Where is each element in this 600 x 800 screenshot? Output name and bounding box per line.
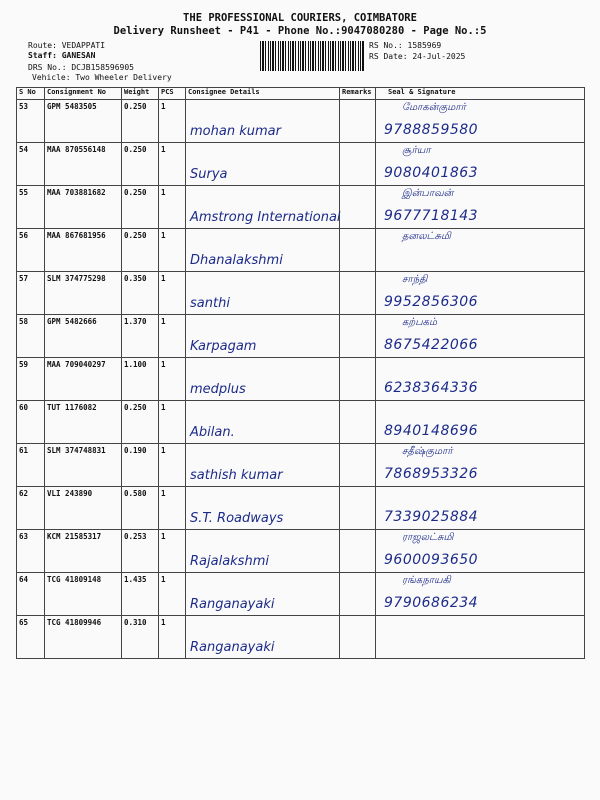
- consignment-number: MAA 709040297: [45, 358, 122, 401]
- serial-number: 59: [17, 358, 45, 401]
- consignment-number: TCG 41809148: [45, 573, 122, 616]
- table-row: [17, 487, 585, 530]
- consignment-number: SLM 374748831: [45, 444, 122, 487]
- serial-number: 65: [17, 616, 45, 659]
- consignment-number: SLM 374775298: [45, 272, 122, 315]
- col-pcs: PCS: [159, 88, 186, 100]
- remarks-cell: [340, 100, 376, 143]
- table-row: [17, 272, 585, 315]
- handwritten-phone: 9952856306: [384, 294, 479, 310]
- handwritten-signature: சூர்யா: [402, 145, 431, 156]
- consignment-number: GPM 5483505: [45, 100, 122, 143]
- handwritten-phone: 7868953326: [384, 466, 479, 482]
- handwritten-consignee-name: Abilan.: [190, 425, 235, 440]
- weight-value: 0.250: [122, 100, 159, 143]
- serial-number: 56: [17, 229, 45, 272]
- col-consignee: Consignee Details: [186, 88, 340, 100]
- pcs-value: 1: [159, 186, 186, 229]
- handwritten-phone: 9080401863: [384, 165, 479, 181]
- signature-cell: [376, 530, 585, 573]
- weight-value: 0.580: [122, 487, 159, 530]
- serial-number: 58: [17, 315, 45, 358]
- consignment-number: TUT 1176082: [45, 401, 122, 444]
- handwritten-signature: மோகன்குமார்: [402, 102, 466, 113]
- consignment-number: VLI 243890: [45, 487, 122, 530]
- handwritten-consignee-name: santhi: [190, 296, 230, 311]
- serial-number: 54: [17, 143, 45, 186]
- consignee-cell: [186, 487, 340, 530]
- signature-cell: [376, 272, 585, 315]
- pcs-value: 1: [159, 315, 186, 358]
- signature-cell: [376, 358, 585, 401]
- col-sno: S No: [17, 88, 45, 100]
- signature-cell: [376, 143, 585, 186]
- consignment-number: GPM 5482666: [45, 315, 122, 358]
- consignee-cell: [186, 100, 340, 143]
- weight-value: 0.310: [122, 616, 159, 659]
- remarks-cell: [340, 315, 376, 358]
- table-row: [17, 315, 585, 358]
- table-row: [17, 573, 585, 616]
- drs-label: DRS No.: DCJB158596905: [28, 63, 134, 72]
- handwritten-consignee-name: Ranganayaki: [190, 597, 275, 612]
- consignee-cell: [186, 272, 340, 315]
- table-row: [17, 229, 585, 272]
- weight-value: 0.190: [122, 444, 159, 487]
- consignment-number: KCM 21585317: [45, 530, 122, 573]
- handwritten-signature: ரங்கநாயகி: [402, 575, 451, 586]
- handwritten-phone: 9600093650: [384, 552, 479, 568]
- signature-cell: [376, 573, 585, 616]
- remarks-cell: [340, 573, 376, 616]
- handwritten-phone: 8675422066: [384, 337, 479, 353]
- handwritten-consignee-name: medplus: [190, 382, 246, 397]
- handwritten-consignee-name: mohan kumar: [190, 124, 281, 139]
- consignee-cell: [186, 573, 340, 616]
- weight-value: 0.253: [122, 530, 159, 573]
- signature-cell: [376, 229, 585, 272]
- table-row: [17, 186, 585, 229]
- handwritten-phone: 9677718143: [384, 208, 479, 224]
- handwritten-signature: சதீஷ்குமார்: [402, 446, 453, 457]
- signature-cell: [376, 186, 585, 229]
- pcs-value: 1: [159, 272, 186, 315]
- handwritten-phone: 7339025884: [384, 509, 479, 525]
- signature-cell: [376, 444, 585, 487]
- consignee-cell: [186, 401, 340, 444]
- rs-number: RS No.: 1585969: [369, 41, 442, 50]
- remarks-cell: [340, 358, 376, 401]
- remarks-cell: [340, 143, 376, 186]
- handwritten-signature: இன்பாவன்: [402, 188, 454, 199]
- weight-value: 0.250: [122, 143, 159, 186]
- weight-value: 1.100: [122, 358, 159, 401]
- handwritten-signature: சாந்தி: [402, 274, 428, 285]
- remarks-cell: [340, 530, 376, 573]
- delivery-table: [16, 87, 585, 659]
- handwritten-phone: 8940148696: [384, 423, 479, 439]
- handwritten-signature: கற்பகம்: [402, 317, 438, 328]
- handwritten-consignee-name: Rajalakshmi: [190, 554, 269, 569]
- consignment-number: TCG 41809946: [45, 616, 122, 659]
- signature-cell: [376, 100, 585, 143]
- serial-number: 61: [17, 444, 45, 487]
- pcs-value: 1: [159, 616, 186, 659]
- remarks-cell: [340, 186, 376, 229]
- consignee-cell: [186, 143, 340, 186]
- table-row: [17, 530, 585, 573]
- consignment-number: MAA 870556148: [45, 143, 122, 186]
- table-row: [17, 358, 585, 401]
- consignment-number: MAA 867681956: [45, 229, 122, 272]
- remarks-cell: [340, 272, 376, 315]
- serial-number: 55: [17, 186, 45, 229]
- consignee-cell: [186, 229, 340, 272]
- weight-value: 0.250: [122, 229, 159, 272]
- pcs-value: 1: [159, 358, 186, 401]
- weight-value: 0.350: [122, 272, 159, 315]
- pcs-value: 1: [159, 487, 186, 530]
- document-title: [0, 12, 600, 38]
- handwritten-consignee-name: sathish kumar: [190, 468, 283, 483]
- consignee-cell: [186, 186, 340, 229]
- handwritten-phone: 9788859580: [384, 122, 479, 138]
- serial-number: 60: [17, 401, 45, 444]
- pcs-value: 1: [159, 530, 186, 573]
- pcs-value: 1: [159, 401, 186, 444]
- runsheet-subtitle: Delivery Runsheet - P41 - Phone No.:9047080280 - Page No.:5: [113, 25, 487, 37]
- consignment-number: MAA 703881682: [45, 186, 122, 229]
- remarks-cell: [340, 444, 376, 487]
- pcs-value: 1: [159, 444, 186, 487]
- pcs-value: 1: [159, 573, 186, 616]
- weight-value: 1.370: [122, 315, 159, 358]
- consignee-cell: [186, 315, 340, 358]
- serial-number: 62: [17, 487, 45, 530]
- handwritten-consignee-name: Dhanalakshmi: [190, 253, 283, 268]
- col-consignment: Consignment No: [45, 88, 122, 100]
- remarks-cell: [340, 401, 376, 444]
- table-row: [17, 401, 585, 444]
- remarks-cell: [340, 229, 376, 272]
- handwritten-consignee-name: Karpagam: [190, 339, 257, 354]
- weight-value: 1.435: [122, 573, 159, 616]
- vehicle-label: Vehicle: Two Wheeler Delivery: [32, 73, 172, 82]
- remarks-cell: [340, 616, 376, 659]
- table-row: [17, 143, 585, 186]
- pcs-value: 1: [159, 100, 186, 143]
- handwritten-signature: ராஜலட்சுமி: [402, 532, 454, 543]
- weight-value: 0.250: [122, 186, 159, 229]
- col-signature: Seal & Signature: [376, 88, 585, 100]
- serial-number: 57: [17, 272, 45, 315]
- handwritten-phone: 9790686234: [384, 595, 479, 611]
- col-remarks: Remarks: [340, 88, 376, 100]
- handwritten-signature: தனலட்சுமி: [402, 231, 451, 242]
- handwritten-consignee-name: Ranganayaki: [190, 640, 275, 655]
- staff-label: Staff: GANESAN: [28, 51, 96, 60]
- consignee-cell: [186, 616, 340, 659]
- rs-date: RS Date: 24-Jul-2025: [369, 52, 466, 61]
- remarks-cell: [340, 487, 376, 530]
- handwritten-consignee-name: Surya: [190, 167, 228, 182]
- table-row: [17, 444, 585, 487]
- signature-cell: [376, 315, 585, 358]
- route-label: Route: VEDAPPATI: [28, 41, 106, 50]
- serial-number: 64: [17, 573, 45, 616]
- company-name: THE PROFESSIONAL COURIERS, COIMBATORE: [183, 12, 417, 24]
- pcs-value: 1: [159, 143, 186, 186]
- weight-value: 0.250: [122, 401, 159, 444]
- consignee-cell: [186, 530, 340, 573]
- barcode: [260, 41, 364, 71]
- signature-cell: [376, 401, 585, 444]
- col-weight: Weight: [122, 88, 159, 100]
- signature-cell: [376, 487, 585, 530]
- table-row: [17, 616, 585, 659]
- handwritten-consignee-name: Amstrong International: [190, 210, 341, 225]
- serial-number: 63: [17, 530, 45, 573]
- serial-number: 53: [17, 100, 45, 143]
- table-header-row: [17, 88, 585, 100]
- consignee-cell: [186, 444, 340, 487]
- consignee-cell: [186, 358, 340, 401]
- signature-cell: [376, 616, 585, 659]
- table-row: [17, 100, 585, 143]
- handwritten-consignee-name: S.T. Roadways: [190, 511, 284, 526]
- handwritten-phone: 6238364336: [384, 380, 479, 396]
- pcs-value: 1: [159, 229, 186, 272]
